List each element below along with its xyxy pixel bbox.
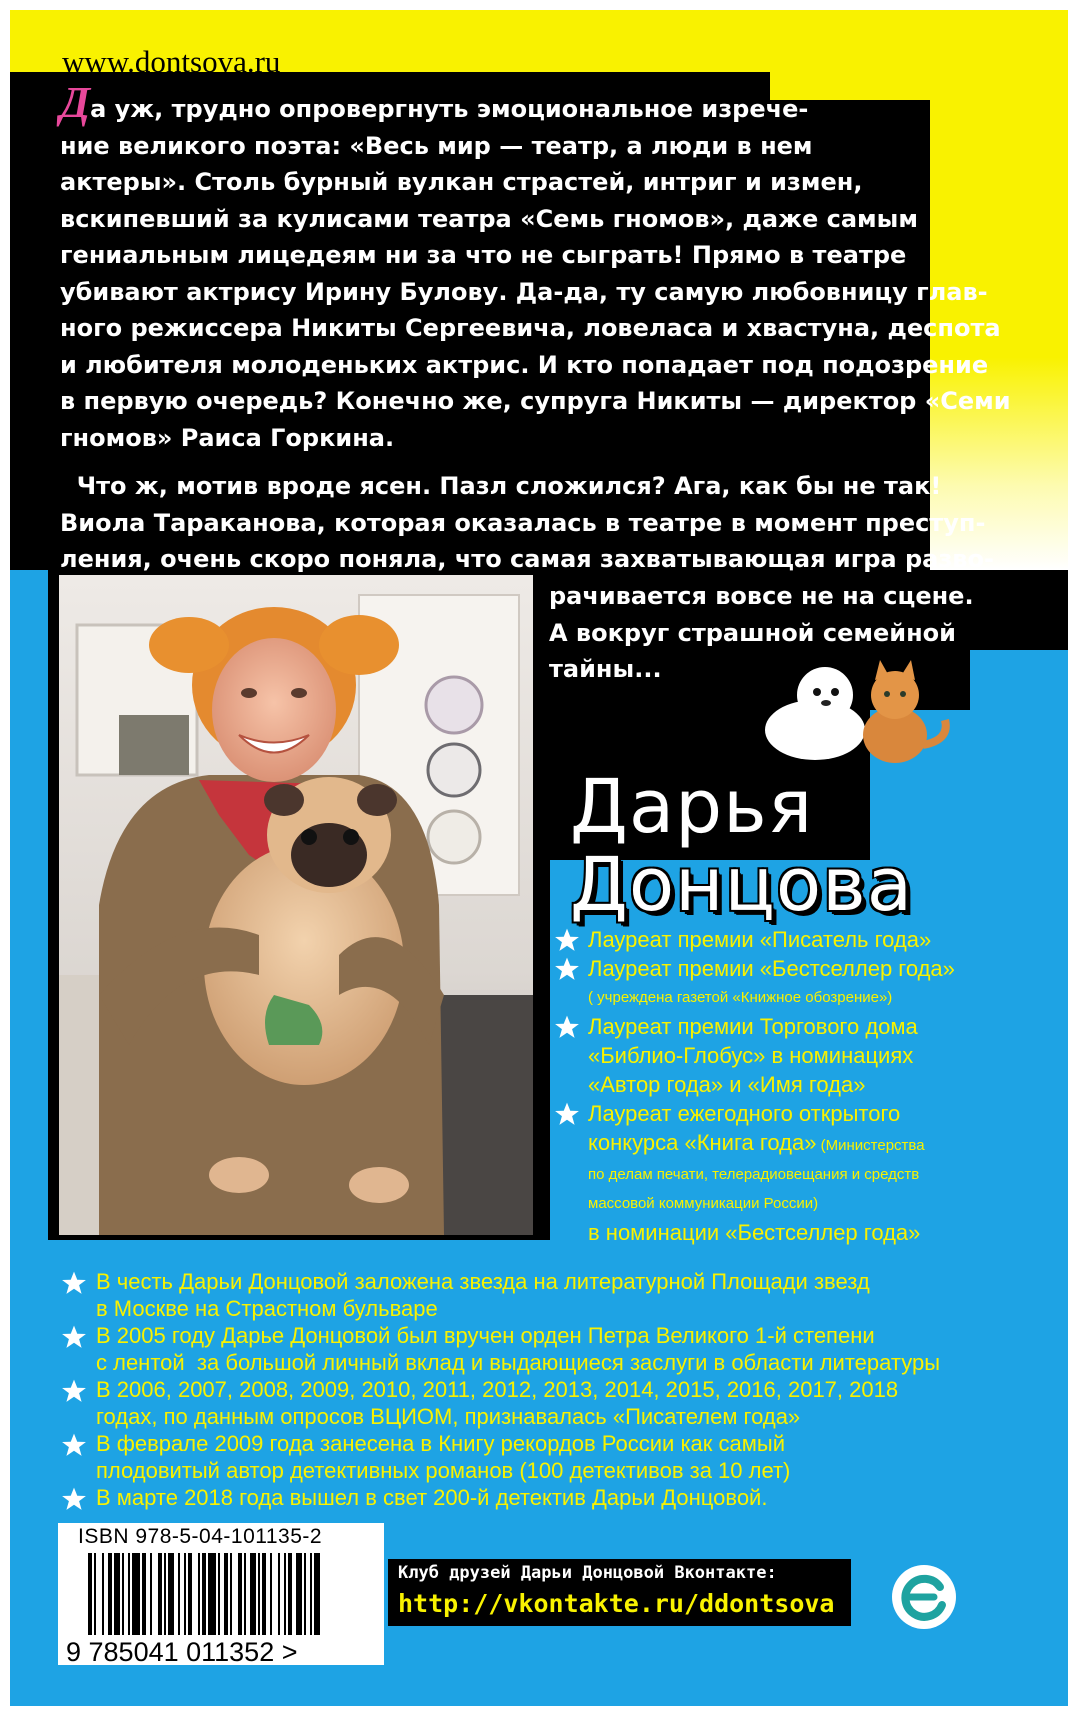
barcode-bar xyxy=(296,1553,302,1635)
blurb-line: тайны... xyxy=(549,655,662,683)
author-with-pug-illustration xyxy=(59,575,533,1235)
fact-line: в Москве на Страстном бульваре xyxy=(96,1296,438,1321)
award-item xyxy=(552,1012,955,1099)
author-photo xyxy=(59,575,533,1235)
blurb-line: ного режиссера Никиты Сергеевича, ловеласа и хвастуна, деспота xyxy=(60,314,1001,342)
award-note: по делам печати, телерадиовещания и средств xyxy=(588,1166,920,1183)
barcode-bar xyxy=(184,1553,186,1635)
blurb-line: ления, очень скоро поняла, что самая захватывающая игра разво- xyxy=(60,545,994,573)
star-icon xyxy=(554,1014,580,1040)
barcode-bar xyxy=(168,1553,174,1635)
barcode-bar xyxy=(188,1553,192,1635)
star-icon xyxy=(61,1486,87,1512)
star-icon xyxy=(554,956,580,982)
club-title: Клуб друзей Дарьи Донцовой Вконтакте: xyxy=(398,1563,777,1583)
vk-club-banner xyxy=(388,1559,851,1626)
awards-list xyxy=(552,925,955,1247)
blurb-line: в первую очередь? Конечно же, супруга Никиты — директор «Семи xyxy=(60,387,1011,415)
barcode-bar xyxy=(230,1553,232,1635)
barcode-bar xyxy=(270,1553,272,1635)
award-item xyxy=(552,925,955,954)
barcode-bar xyxy=(128,1553,130,1635)
barcode-bar xyxy=(164,1553,166,1635)
barcode-digits: 9 785041 011352 > xyxy=(66,1637,298,1667)
award-line: Лауреат премии «Бестселлер года» xyxy=(588,956,955,981)
blurb-paragraph-1 xyxy=(60,78,1011,456)
blurb-line: вскипевший за кулисами театра «Семь гномов», даже самым xyxy=(60,204,918,233)
award-item xyxy=(552,1099,955,1247)
club-link[interactable]: http://vkontakte.ru/ddontsova xyxy=(398,1589,835,1618)
puppy-kitten-illustration xyxy=(755,650,955,770)
barcode-bar xyxy=(202,1553,206,1635)
award-line: Лауреат премии Торгового дома xyxy=(588,1014,918,1039)
barcode-bar xyxy=(150,1553,152,1635)
barcode-bar xyxy=(142,1553,146,1635)
star-icon xyxy=(61,1270,87,1296)
fact-item xyxy=(58,1484,940,1511)
star-icon xyxy=(61,1324,87,1350)
barcode-bar xyxy=(310,1553,312,1635)
author-name xyxy=(570,764,914,928)
website-url: www.dontsova.ru xyxy=(62,44,281,79)
barcode-bar xyxy=(102,1553,104,1635)
drop-cap: Д xyxy=(60,78,91,127)
blurb-line: и любителя молоденьких актрис. И кто попадает под подозрение xyxy=(60,350,989,379)
blurb-paragraph-2 xyxy=(60,468,994,578)
blurb-line: Что ж, мотив вроде ясен. Пазл сложился? Ага, как бы не так! xyxy=(60,472,942,500)
blurb-line: Виола Тараканова, которая оказалась в театре в момент преступ- xyxy=(60,508,986,537)
barcode-bar xyxy=(122,1553,124,1635)
fact-line: В честь Дарьи Донцовой заложена звезда на литературной Площади звезд xyxy=(96,1269,870,1294)
barcode-bar xyxy=(108,1553,112,1635)
barcode-bar xyxy=(178,1553,180,1635)
blurb-line: а уж, трудно опровергнуть эмоциональное изрече- xyxy=(90,95,809,123)
blurb-line: убивают актрису Ирину Булову. Да-да, ту самую любовницу глав- xyxy=(60,277,988,306)
award-note: массовой коммуникации России) xyxy=(588,1195,819,1212)
barcode-bar xyxy=(158,1553,162,1635)
barcode-bar xyxy=(218,1553,220,1635)
award-line xyxy=(588,1128,955,1160)
barcode-bar xyxy=(304,1553,306,1635)
blurb-line: ние великого поэта: «Весь мир — театр, а люди в нем xyxy=(60,131,813,160)
fact-item xyxy=(58,1430,940,1484)
blue-notch xyxy=(10,570,48,1250)
barcode-bar xyxy=(288,1553,292,1635)
fact-item xyxy=(58,1268,940,1322)
isbn-barcode xyxy=(58,1523,384,1665)
award-line: Лауреат ежегодного открытого xyxy=(588,1101,901,1126)
fact-line: годах, по данным опросов ВЦИОМ, признавалась «Писателем года» xyxy=(96,1404,801,1429)
award-line: в номинации «Бестселлер года» xyxy=(588,1220,921,1245)
award-item xyxy=(552,954,955,1012)
star-icon xyxy=(61,1378,87,1404)
barcode-bar xyxy=(132,1553,140,1635)
fact-item xyxy=(58,1376,940,1430)
award-line: «Автор года» и «Имя года» xyxy=(588,1072,866,1097)
facts-list xyxy=(58,1268,940,1511)
fact-line: В марте 2018 года вышел в свет 200-й детектив Дарьи Донцовой. xyxy=(96,1485,768,1510)
award-line-main: конкурса «Книга года» xyxy=(588,1130,817,1155)
fact-line: плодовитый автор детективных романов (100 детективов за 10 лет) xyxy=(96,1458,791,1483)
isbn-number: ISBN 978-5-04-101135-2 xyxy=(78,1525,323,1548)
blurb-line: актеры». Столь бурный вулкан страстей, интриг и измен, xyxy=(60,168,863,196)
fact-item xyxy=(58,1322,940,1376)
star-icon xyxy=(61,1432,87,1458)
book-back-cover xyxy=(10,10,1068,1706)
star-icon xyxy=(554,927,580,953)
barcode-bar xyxy=(258,1553,260,1635)
eksmo-logo-icon xyxy=(890,1563,958,1631)
barcode-bar xyxy=(244,1553,246,1635)
barcode-bar xyxy=(224,1553,228,1635)
barcode-bar xyxy=(262,1553,266,1635)
fact-line: с лентой за большой личный вклад и выдающиеся заслуги в области литературы xyxy=(96,1350,941,1375)
barcode-bar xyxy=(88,1553,92,1635)
blurb-line: гениальным лицедеям ни за что не сыграть! Прямо в театре xyxy=(60,241,907,269)
barcode-bar xyxy=(198,1553,200,1635)
fact-line: В 2005 году Дарье Донцовой был вручен орден Петра Великого 1-й степени xyxy=(96,1323,875,1348)
author-last-name: Донцова xyxy=(570,842,914,928)
barcode-bar xyxy=(94,1553,96,1635)
award-line-small: (Министерства xyxy=(816,1137,925,1154)
award-line: Лауреат премии «Писатель года» xyxy=(588,927,932,952)
fact-line: В 2006, 2007, 2008, 2009, 2010, 2011, 2012, 2013, 2014, 2015, 2016, 2017, 2018 xyxy=(96,1377,899,1402)
barcode-bar xyxy=(250,1553,256,1635)
blurb-line: гномов» Раиса Горкина. xyxy=(60,423,395,452)
author-first-name: Дарья xyxy=(570,764,814,850)
award-line: «Библио-Глобус» в номинациях xyxy=(588,1043,914,1068)
barcode-bar xyxy=(208,1553,216,1635)
blurb-line: рачивается вовсе не на сцене. xyxy=(549,582,974,610)
barcode-bar xyxy=(314,1553,320,1635)
award-note: ( учреждена газетой «Книжное обозрение») xyxy=(588,989,893,1006)
star-icon xyxy=(554,1101,580,1127)
blurb-line: А вокруг страшной семейной xyxy=(549,618,956,647)
fact-line: В феврале 2009 года занесена в Книгу рекордов России как самый xyxy=(96,1431,785,1456)
barcode-bar xyxy=(284,1553,286,1635)
barcode-bar xyxy=(114,1553,120,1635)
barcode-bar xyxy=(238,1553,242,1635)
barcode-bar xyxy=(278,1553,280,1635)
